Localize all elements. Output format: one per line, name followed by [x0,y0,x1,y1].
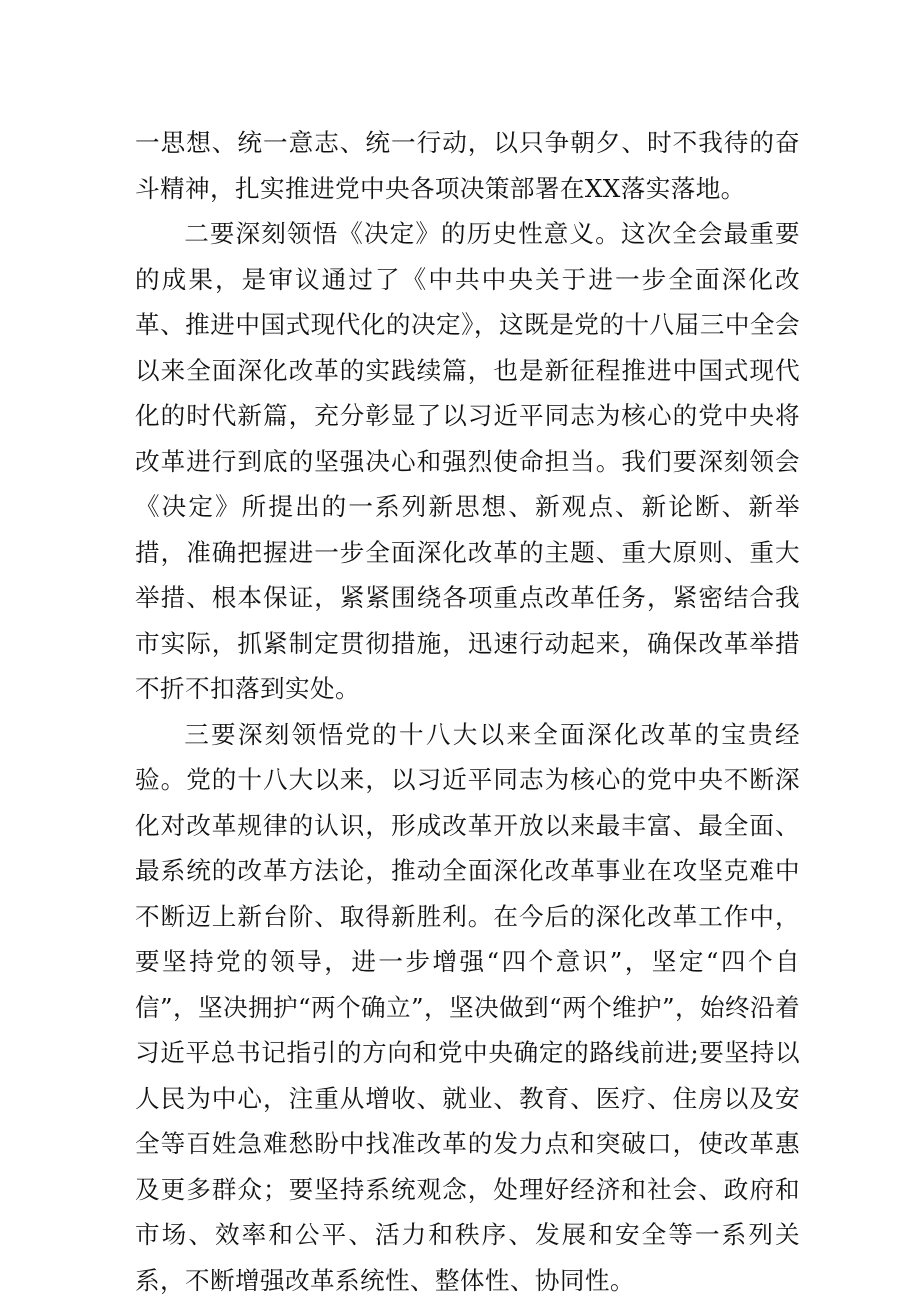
paragraph-continuation: 一思想、统一意志、统一行动，以只争朝夕、时不我待的奋斗精神，扎实推进党中央各项决策部署在XX落实落地。 [135,120,800,211]
document-body [135,120,800,1303]
paragraph-third-point: 三要深刻领悟党的十八大以来全面深化改革的宝贵经验。党的十八大以来，以习近平同志为核心的党中央不断深化对改革规律的认识，形成改革开放以来最丰富、最全面、最系统的改革方法论，推动全面深化改革事业在攻坚克难中不断迈上新台阶、取得新胜利。在今后的深化改革工作中，要坚持党的领导，进一步增强“四个意识”，坚定“四个自信”，坚决拥护“两个确立”，坚决做到“两个维护”，始终沿着习近平总书记指引的方向和党中央确定的路线前进;要坚持以人民为中心，注重从增收、就业、教育、医疗、住房以及安全等百姓急难愁盼中找准改革的发力点和突破口，使改革惠及更多群众；要坚持系统观念，处理好经济和社会、政府和市场、效率和公平、活力和秩序、发展和安全等一系列关系，不断增强改革系统性、整体性、协同性。 [135,712,800,1303]
paragraph-second-point: 二要深刻领悟《决定》的历史性意义。这次全会最重要的成果，是审议通过了《中共中央关于进一步全面深化改革、推进中国式现代化的决定》，这既是党的十八届三中全会以来全面深化改革的实践续篇，也是新征程推进中国式现代化的时代新篇，充分彰显了以习近平同志为核心的党中央将改革进行到底的坚强决心和强烈使命担当。我们要深刻领会《决定》所提出的一系列新思想、新观点、新论断、新举措，准确把握进一步全面深化改革的主题、重大原则、重大举措、根本保证，紧紧围绕各项重点改革任务，紧密结合我市实际，抓紧制定贯彻措施，迅速行动起来，确保改革举措不折不扣落到实处。 [135,211,800,712]
